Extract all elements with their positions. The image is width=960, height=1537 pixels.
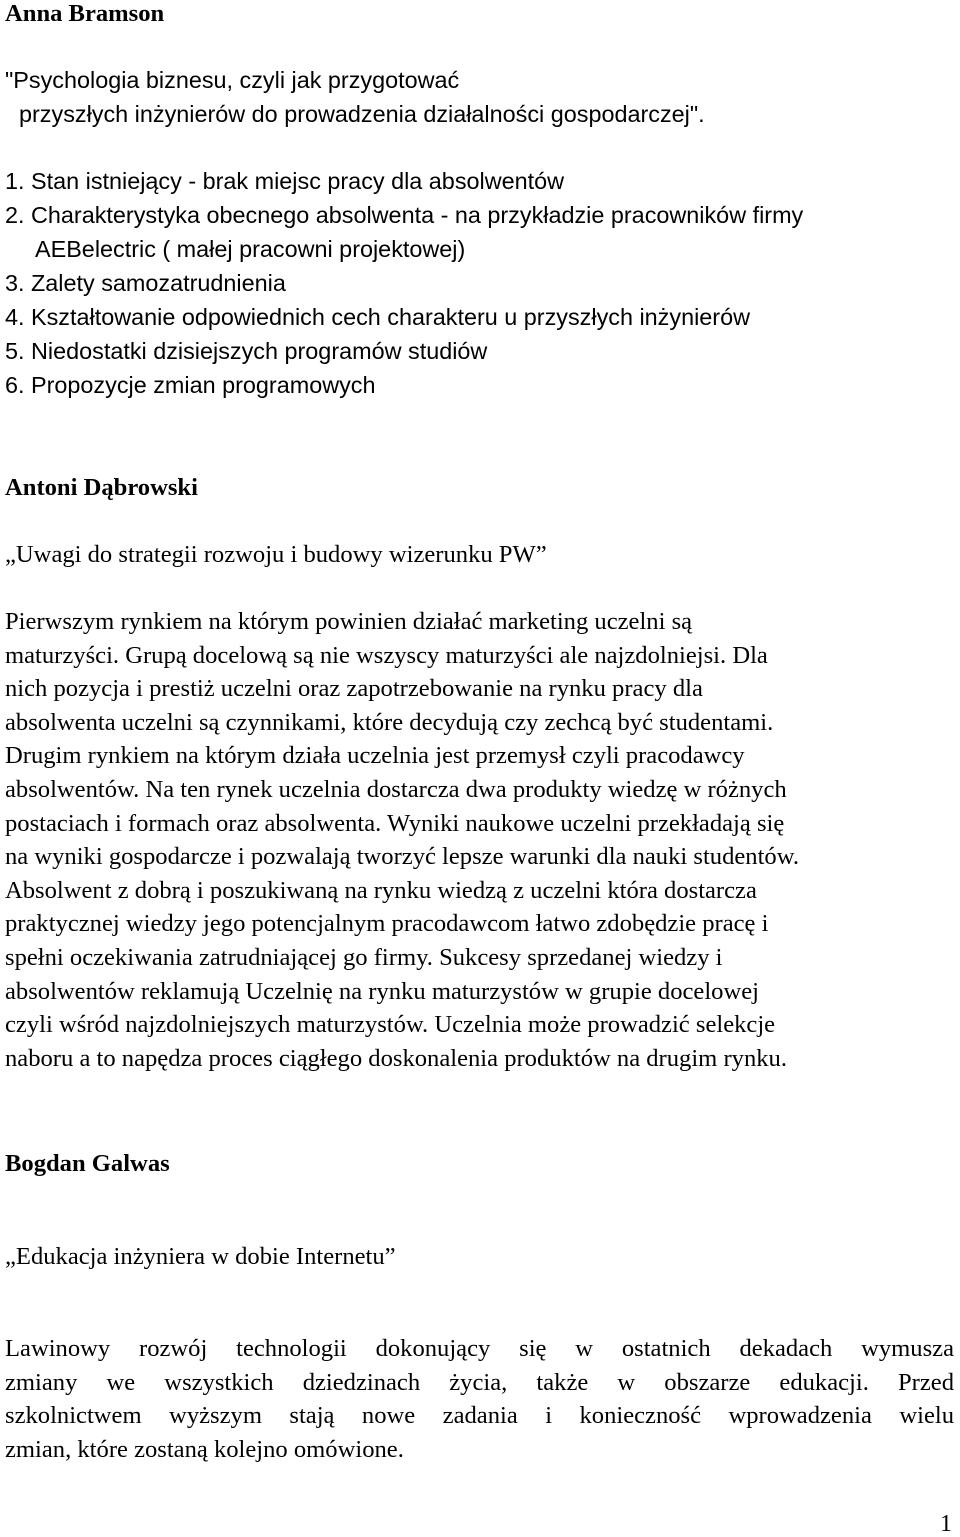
title-line: przyszłych inżynierów do prowadzenia działalności gospodarczej".: [19, 101, 705, 127]
list-item: 3. Zalety samozatrudnienia: [5, 270, 286, 296]
paragraph-line: absolwenta uczelni są czynnikami, które decydują czy zechcą być studentami.: [5, 708, 774, 736]
author-anna-bramson: Anna Bramson: [5, 0, 165, 27]
list-item: 4. Kształtowanie odpowiednich cech charakteru u przyszłych inżynierów: [5, 304, 750, 330]
paragraph-line: praktycznej wiedzy jego potencjalnym pracodawcom łatwo zdobędzie pracę i: [5, 910, 769, 938]
paragraph-line: spełni oczekiwania zatrudniającej go firmy. Sukcesy sprzedanej wiedzy i: [5, 943, 723, 971]
paragraph-line: maturzyści. Grupą docelową są nie wszyscy maturzyści ale najzdolniejsi. Dla: [5, 641, 768, 669]
title-psychologia-biznesu: [5, 63, 954, 131]
paragraph-line: szkolnictwem wyższym stają nowe zadania i konieczność wprowadzenia wielu: [5, 1402, 954, 1430]
page-number: 1: [940, 1511, 952, 1537]
paragraph-line: Drugim rynkiem na którym działa uczelnia jest przemysł czyli pracodawcy: [5, 742, 745, 770]
list-item: 5. Niedostatki dzisiejszych programów studiów: [5, 338, 488, 364]
list-item: 2. Charakterystyka obecnego absolwenta - na przykładzie pracowników firmy: [5, 202, 804, 228]
paragraph-line: Pierwszym rynkiem na którym powinien działać marketing uczelni są: [5, 608, 693, 635]
topic-list: [5, 164, 954, 402]
paragraph-line: Absolwent z dobrą i poszukiwaną na rynku wiedzą z uczelni która dostarcza: [5, 876, 757, 904]
list-item: 6. Propozycje zmian programowych: [5, 372, 376, 398]
title-edukacja-inzyniera: [5, 1240, 954, 1274]
author-antoni-dabrowski: Antoni Dąbrowski: [5, 474, 198, 501]
title-line: „Uwagi do strategii rozwoju i budowy wizerunku PW”: [5, 541, 547, 568]
title-line: "Psychologia biznesu, czyli jak przygotować: [5, 67, 460, 93]
paragraph-line: postaciach i formach oraz absolwenta. Wyniki naukowe uczelni przekładają się: [5, 809, 785, 837]
paragraph-line: naboru a to napędza proces ciągłego doskonalenia produktów na drugim rynku.: [5, 1044, 787, 1072]
paragraph-line: na wyniki gospodarcze i pozwalają tworzyć lepsze warunki dla nauki studentów.: [5, 843, 800, 871]
paragraph-line: absolwentów reklamują Uczelnię na rynku maturzystów w grupie docelowej: [5, 977, 759, 1005]
list-item: 1. Stan istniejący - brak miejsc pracy dla absolwentów: [5, 168, 565, 194]
paragraph-line: absolwentów. Na ten rynek uczelnia dostarcza dwa produkty wiedzę w różnych: [5, 775, 787, 803]
paragraph-line: czyli wśród najzdolniejszych maturzystów. Uczelnia może prowadzić selekcje: [5, 1011, 776, 1039]
paragraph-line: zmiany we wszystkich dziedzinach życia, także w obszarze edukacji. Przed: [5, 1368, 954, 1396]
paragraph-line: zmian, które zostaną kolejno omówione.: [5, 1435, 404, 1463]
paragraph-line: nich pozycja i prestiż uczelni oraz zapotrzebowanie na rynku pracy dla: [5, 675, 703, 703]
title-line: „Edukacja inżyniera w dobie Internetu”: [5, 1243, 396, 1270]
title-uwagi-do-strategii: [5, 538, 954, 572]
list-item-continuation: AEBelectric ( małej pracowni projektowej): [35, 236, 466, 262]
paragraph-line: Lawinowy rozwój technologii dokonujący się w ostatnich dekadach wymusza: [5, 1335, 954, 1362]
author-bogdan-galwas: Bogdan Galwas: [5, 1150, 170, 1177]
paragraph-galwas: [5, 1332, 954, 1466]
paragraph-dabrowski: [5, 605, 954, 1075]
